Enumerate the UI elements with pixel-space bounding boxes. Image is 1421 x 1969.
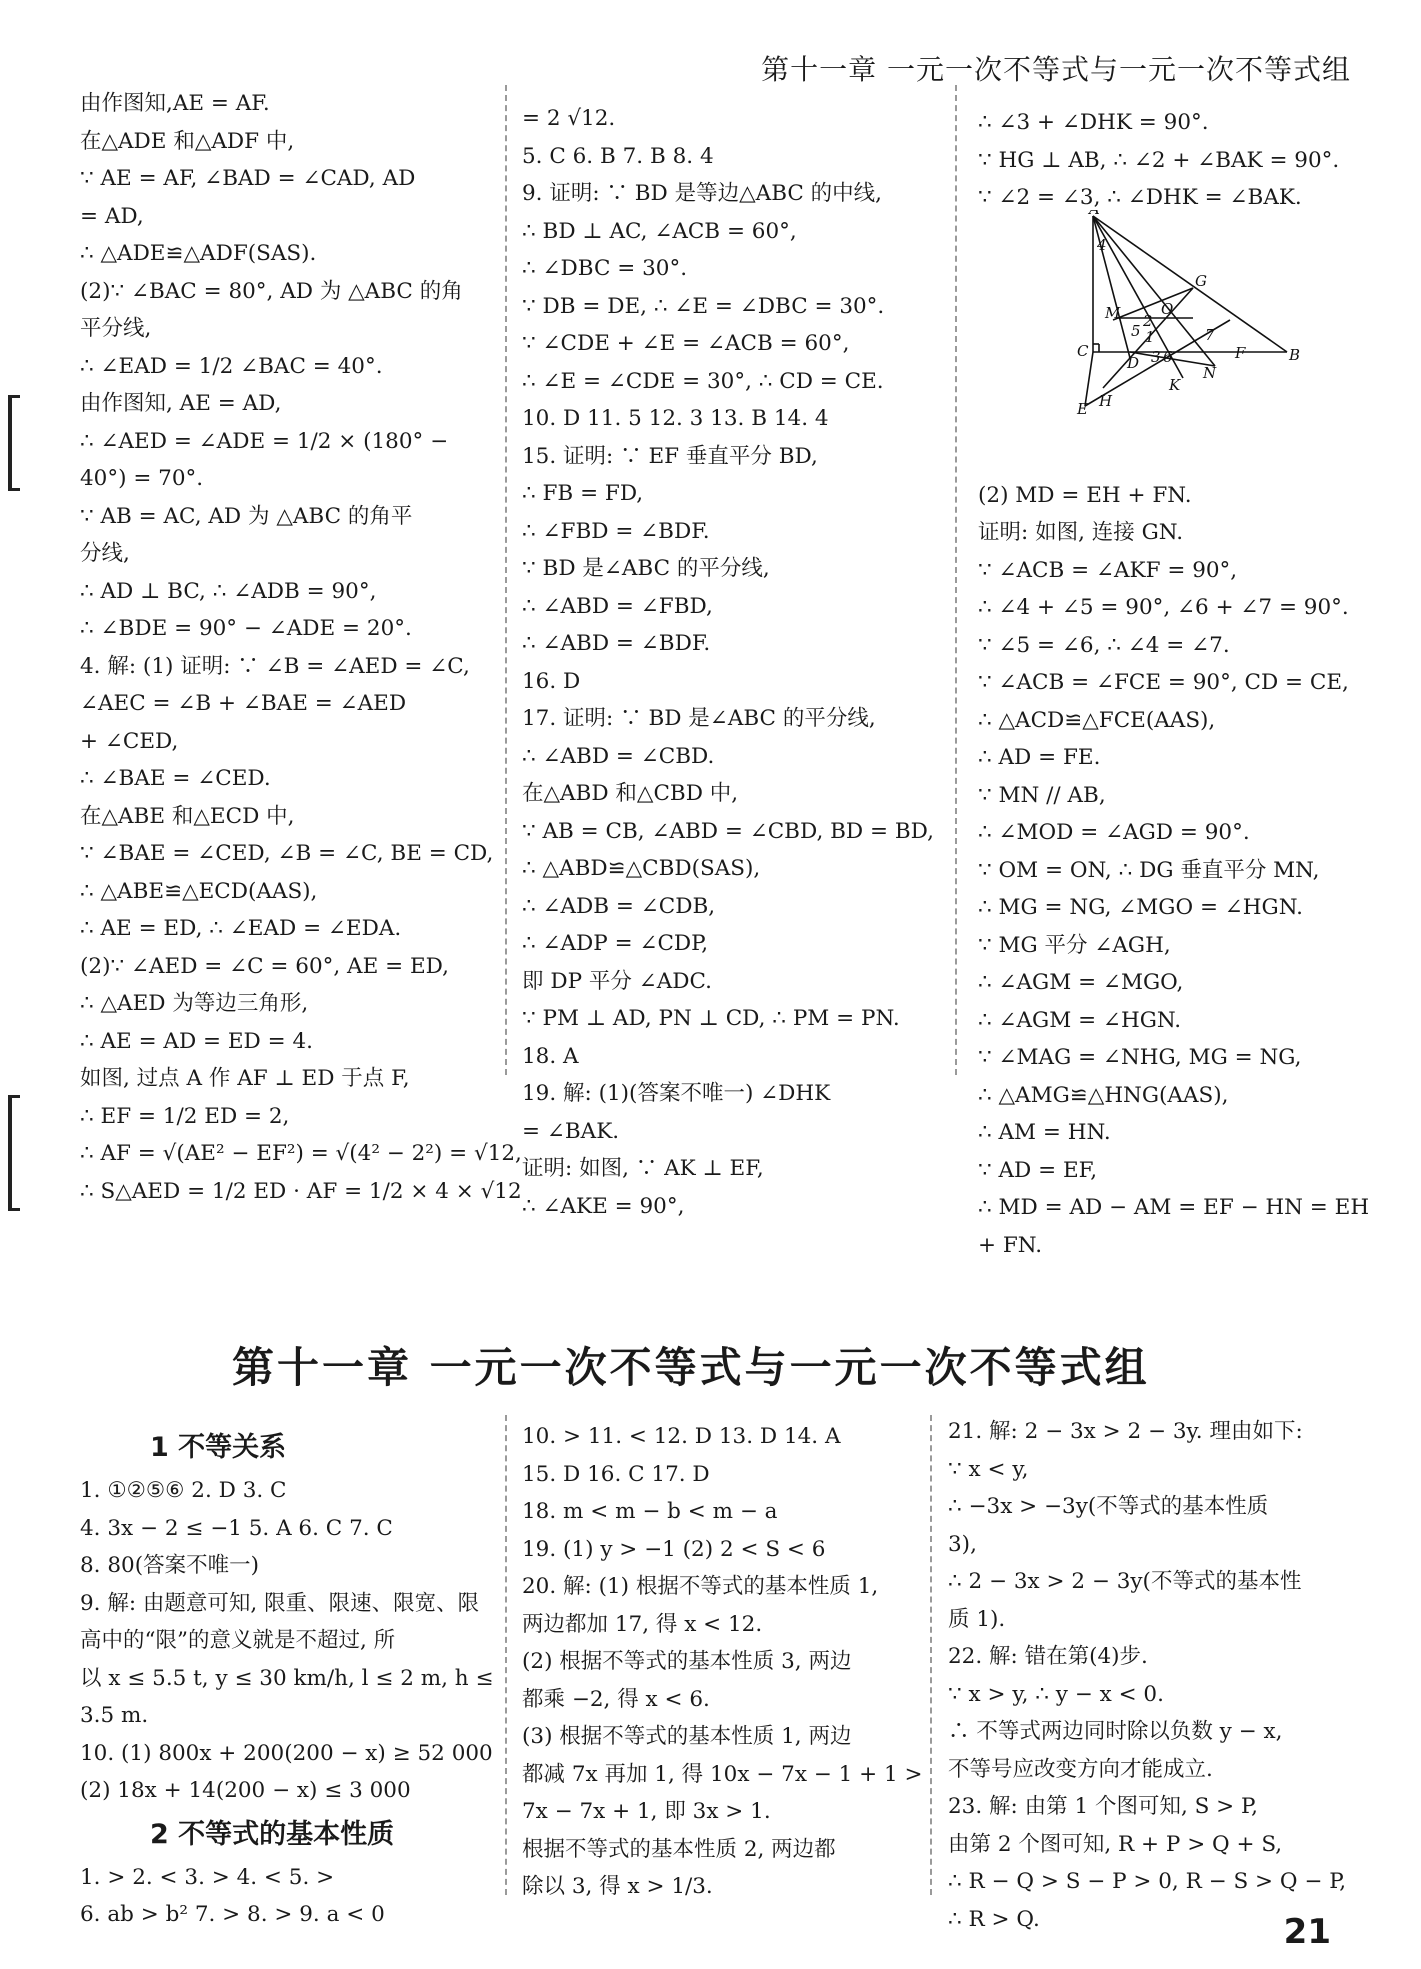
answer-line: ∵ ∠2 = ∠3, ∴ ∠DHK = ∠BAK. <box>978 185 1302 210</box>
answer-line: ∴ ∠3 + ∠DHK = 90°. <box>978 110 1209 135</box>
answer-line: ∵ AB = CB, ∠ABD = ∠CBD, BD = BD, <box>522 818 934 844</box>
answer-line: ∴ △ACD≌△FCE(AAS), <box>978 707 1216 733</box>
geometry-figure <box>1075 210 1305 480</box>
answer-line: 9. 证明: ∵ BD 是等边△ABC 的中线, <box>522 181 883 206</box>
answer-line: ∴ ∠4 + ∠5 = 90°, ∠6 + ∠7 = 90°. <box>978 595 1349 620</box>
answer-column-6 <box>948 1413 1368 1938</box>
figure-label: M <box>1105 304 1121 322</box>
figure-label: 2 <box>1143 312 1153 330</box>
column-divider-right <box>955 85 957 1075</box>
answer-line: ∵ AE = AF, ∠BAD = ∠CAD, AD <box>80 166 416 191</box>
answer-line: ∵ OM = ON, ∴ DG 垂直平分 MN, <box>978 857 1320 883</box>
answer-line: 6. ab > b² 7. > 8. > 9. a < 0 <box>80 1902 385 1927</box>
answer-line: ∴ △ADE≌△ADF(SAS). <box>80 241 317 266</box>
answer-line: 8. 80(答案不唯一) <box>80 1553 259 1578</box>
answer-line: 除以 3, 得 x > 1/3. <box>522 1874 713 1899</box>
answer-line: 由作图知, AE = AD, <box>80 391 282 416</box>
answer-line: 15. 证明: ∵ EF 垂直平分 BD, <box>522 443 818 469</box>
figure-label: 5 <box>1131 322 1141 340</box>
answer-line: 21. 解: 2 − 3x > 2 − 3y. 理由如下: <box>948 1419 1303 1444</box>
answer-column-5 <box>522 1418 942 1906</box>
answer-line: ∵ PM ⊥ AD, PN ⊥ CD, ∴ PM = PN. <box>522 1006 900 1031</box>
answer-line: 不等号应改变方向才能成立. <box>948 1756 1213 1782</box>
answer-line: 10. (1) 800x + 200(200 − x) ≥ 52 000 <box>80 1740 493 1766</box>
answer-line: = 2 √12. <box>522 106 616 131</box>
answer-line: ∴ MD = AD − AM = EF − HN = EH <box>978 1195 1370 1220</box>
answer-line: ∵ BD 是∠ABC 的平分线, <box>522 556 770 581</box>
answer-line: 分线, <box>80 541 130 566</box>
figure-label: 6 <box>1163 348 1173 366</box>
answer-line: ∴ ∠AKE = 90°, <box>522 1193 685 1219</box>
answer-line: ∵ x < y, <box>948 1456 1029 1482</box>
answer-line: (2) 根据不等式的基本性质 3, 两边 <box>522 1649 852 1674</box>
answer-line: 都乘 −2, 得 x < 6. <box>522 1686 710 1712</box>
answer-line: ∴ EF = 1/2 ED = 2, <box>80 1103 290 1129</box>
figure-label: 3 <box>1151 348 1161 366</box>
figure-label: G <box>1195 272 1207 290</box>
answer-line: 40°) = 70°. <box>80 466 204 491</box>
figure-label: O <box>1161 300 1174 318</box>
answer-line: ∴ ∠ABD = ∠CBD. <box>522 743 715 769</box>
answer-line: ∵ AB = AC, AD 为 △ABC 的角平 <box>80 503 413 529</box>
answer-line: 22. 解: 错在第(4)步. <box>948 1644 1148 1669</box>
figure-label: B <box>1289 346 1301 364</box>
answer-line: + FN. <box>978 1232 1043 1258</box>
answer-line: 18. A <box>522 1043 579 1069</box>
answer-line: ∴ MG = NG, ∠MGO = ∠HGN. <box>978 895 1303 920</box>
answer-line: 都减 7x 再加 1, 得 10x − 7x − 1 + 1 > <box>522 1761 923 1787</box>
answer-line: 即 DP 平分 ∠ADC. <box>522 968 713 994</box>
answer-line: 以 x ≤ 5.5 t, y ≤ 30 km/h, l ≤ 2 m, h ≤ <box>80 1665 494 1691</box>
answer-line: 两边都加 17, 得 x < 12. <box>522 1611 763 1637</box>
running-header: 第十一章 一元一次不等式与一元一次不等式组 <box>761 53 1351 86</box>
figure-label: F <box>1235 344 1246 362</box>
answer-line: 7x − 7x + 1, 即 3x > 1. <box>522 1799 771 1824</box>
figure-label: 7 <box>1205 326 1215 344</box>
answer-line: ∴ AD = FE. <box>978 745 1101 770</box>
answer-line: (3) 根据不等式的基本性质 1, 两边 <box>522 1724 852 1749</box>
answer-line: 平分线, <box>80 316 152 341</box>
answer-line: 18. m < m − b < m − a <box>522 1499 778 1524</box>
section-heading: 2 不等式的基本性质 <box>150 1818 395 1850</box>
answer-line: ∵ AD = EF, <box>978 1157 1098 1183</box>
answer-line: ∵ x > y, ∴ y − x < 0. <box>948 1681 1164 1707</box>
answer-line: 9. 解: 由题意可知, 限重、限速、限宽、限 <box>80 1590 480 1616</box>
answer-line: ∴ FB = FD, <box>522 481 644 506</box>
answer-line: 16. D <box>522 668 581 694</box>
answer-line: 质 1). <box>948 1606 1006 1632</box>
answer-line: ∵ ∠ACB = ∠FCE = 90°, CD = CE, <box>978 670 1349 695</box>
answer-line: 如图, 过点 A 作 AF ⊥ ED 于点 F, <box>80 1066 410 1091</box>
answer-line: ∴ AF = √(AE² − EF²) = √(4² − 2²) = √12, <box>80 1141 522 1166</box>
answer-line: (2) MD = EH + FN. <box>978 482 1192 508</box>
answer-line: ∴ 不等式两边同时除以负数 y − x, <box>948 1719 1283 1744</box>
answer-line: ∴ ∠ADB = ∠CDB, <box>522 893 716 919</box>
page-number: 21 <box>1283 1912 1331 1952</box>
answer-line: 由作图知,AE = AF. <box>80 91 270 116</box>
figure-label: C <box>1077 342 1089 360</box>
answer-line: 1. ①②⑤⑥ 2. D 3. C <box>80 1478 287 1503</box>
answer-line: ∵ DB = DE, ∴ ∠E = ∠DBC = 30°. <box>522 293 885 319</box>
answer-line: 证明: 如图, 连接 GN. <box>978 520 1184 545</box>
answer-line: ∴ AM = HN. <box>978 1120 1111 1145</box>
answer-line: ∴ ∠FBD = ∠BDF. <box>522 518 710 544</box>
answer-line: 10. > 11. < 12. D 13. D 14. A <box>522 1424 841 1449</box>
column-divider-left <box>505 85 507 1075</box>
answer-line: ∴ ∠BAE = ∠CED. <box>80 766 271 791</box>
answer-line: 4. 解: (1) 证明: ∵ ∠B = ∠AED = ∠C, <box>80 653 470 679</box>
figure-label: K <box>1169 376 1181 394</box>
answer-line: 15. D 16. C 17. D <box>522 1461 710 1487</box>
figure-label <box>1087 210 1100 218</box>
answer-line: ∵ ∠CDE + ∠E = ∠ACB = 60°, <box>522 331 850 356</box>
answer-column-4 <box>80 1423 500 1934</box>
answer-line: ∴ ∠E = ∠CDE = 30°, ∴ CD = CE. <box>522 368 884 394</box>
answer-line: (2)∵ ∠BAC = 80°, AD 为 △ABC 的角 <box>80 278 463 304</box>
answer-line: ∴ AE = ED, ∴ ∠EAD = ∠EDA. <box>80 916 402 941</box>
answer-line: ∴ R − Q > S − P > 0, R − S > Q − P, <box>948 1869 1347 1894</box>
column-divider-left-lower <box>505 1415 507 1895</box>
answer-line: ∴ ∠ABD = ∠FBD, <box>522 593 713 619</box>
answer-line: ∵ ∠MAG = ∠NHG, MG = NG, <box>978 1045 1302 1070</box>
answer-column-1 <box>80 85 522 1210</box>
answer-line: 17. 证明: ∵ BD 是∠ABC 的平分线, <box>522 706 876 731</box>
figure-label: E <box>1077 400 1088 418</box>
answer-line: + ∠CED, <box>80 728 179 754</box>
answer-line: ∵ HG ⊥ AB, ∴ ∠2 + ∠BAK = 90°. <box>978 147 1340 173</box>
answer-line: = ∠BAK. <box>522 1118 620 1144</box>
answer-line: ∵ ∠BAE = ∠CED, ∠B = ∠C, BE = CD, <box>80 841 494 866</box>
answer-line: 3.5 m. <box>80 1703 149 1728</box>
margin-binding-mark-top <box>8 395 20 491</box>
answer-line: ∴ ∠EAD = 1/2 ∠BAC = 40°. <box>80 353 383 379</box>
answer-line: ∴ △ABD≌△CBD(SAS), <box>522 856 761 881</box>
answer-line: ∴ S△AED = 1/2 ED · AF = 1/2 × 4 × √12 <box>80 1178 522 1204</box>
answer-line: ∠AEC = ∠B + ∠BAE = ∠AED <box>80 691 407 716</box>
figure-label: D <box>1127 354 1140 372</box>
answer-line: (2)∵ ∠AED = ∠C = 60°, AE = ED, <box>80 953 449 979</box>
answer-line: 高中的“限”的意义就是不超过, 所 <box>80 1628 396 1653</box>
answer-line: ∴ ∠AED = ∠ADE = 1/2 × (180° − <box>80 428 449 454</box>
answer-line: 10. D 11. 5 12. 3 13. B 14. 4 <box>522 406 829 431</box>
margin-binding-mark-bottom <box>8 1095 20 1211</box>
answer-line: 19. (1) y > −1 (2) 2 < S < 6 <box>522 1536 826 1562</box>
answer-line: ∴ AD ⊥ BC, ∴ ∠ADB = 90°, <box>80 578 377 604</box>
answer-line: ∵ ∠ACB = ∠AKF = 90°, <box>978 557 1238 583</box>
geometry-figure-svg <box>1075 210 1305 480</box>
answer-line: ∴ BD ⊥ AC, ∠ACB = 60°, <box>522 218 797 244</box>
section-heading: 1 不等关系 <box>150 1432 287 1463</box>
answer-line: (2) 18x + 14(200 − x) ≤ 3 000 <box>80 1778 411 1803</box>
figure-label: 1 <box>1145 328 1155 346</box>
answer-line: 1. > 2. < 3. > 4. < 5. > <box>80 1864 335 1890</box>
answer-line: 在△ADE 和△ADF 中, <box>80 128 295 154</box>
answer-line: ∵ ∠5 = ∠6, ∴ ∠4 = ∠7. <box>978 632 1230 658</box>
answer-line: 19. 解: (1)(答案不唯一) ∠DHK <box>522 1081 831 1106</box>
answer-line: ∴ ∠ADP = ∠CDP, <box>522 931 709 956</box>
answer-line: ∴ ∠AGM = ∠HGN. <box>978 1007 1182 1033</box>
answer-line: ∴ ∠MOD = ∠AGD = 90°. <box>978 820 1250 845</box>
answer-line: ∴ 2 − 3x > 2 − 3y(不等式的基本性 <box>948 1569 1302 1594</box>
answer-line: 23. 解: 由第 1 个图可知, S > P, <box>948 1794 1258 1819</box>
answer-line: ∴ △ABE≌△ECD(AAS), <box>80 878 318 904</box>
answer-line: 根据不等式的基本性质 2, 两边都 <box>522 1836 836 1862</box>
figure-label: N <box>1203 364 1217 382</box>
answer-line: 3), <box>948 1531 977 1557</box>
answer-line: ∵ MG 平分 ∠AGH, <box>978 932 1171 958</box>
answer-line: ∴ −3x > −3y(不等式的基本性质 <box>948 1494 1269 1519</box>
answer-line: ∴ ∠BDE = 90° − ∠ADE = 20°. <box>80 616 412 641</box>
answer-line: 4. 3x − 2 ≤ −1 5. A 6. C 7. C <box>80 1515 393 1541</box>
figure-label: H <box>1099 392 1113 410</box>
answer-line: 5. C 6. B 7. B 8. 4 <box>522 143 714 169</box>
answer-line: ∴ ∠ABD = ∠BDF. <box>522 631 711 656</box>
answer-line: ∴ R > Q. <box>948 1906 1040 1932</box>
answer-line: ∵ MN // AB, <box>978 782 1106 808</box>
answer-line: ∴ ∠AGM = ∠MGO, <box>978 970 1184 995</box>
answer-line: ∴ ∠DBC = 30°. <box>522 256 688 281</box>
answer-line: = AD, <box>80 203 144 229</box>
answer-line: 20. 解: (1) 根据不等式的基本性质 1, <box>522 1574 879 1599</box>
answer-line: 证明: 如图, ∵ AK ⊥ EF, <box>522 1156 764 1181</box>
answer-column-2 <box>522 100 942 1225</box>
answer-line: ∴ AE = AD = ED = 4. <box>80 1028 313 1054</box>
chapter-title: 第十一章 一元一次不等式与一元一次不等式组 <box>232 1343 1150 1392</box>
answer-line: 由第 2 个图可知, R + P > Q + S, <box>948 1831 1283 1857</box>
answer-line: ∴ △AMG≌△HNG(AAS), <box>978 1082 1229 1108</box>
answer-line: 在△ABE 和△ECD 中, <box>80 803 295 829</box>
answer-line: 在△ABD 和△CBD 中, <box>522 781 739 806</box>
answer-line: ∴ △AED 为等边三角形, <box>80 991 309 1016</box>
figure-label: 4 <box>1097 236 1107 254</box>
